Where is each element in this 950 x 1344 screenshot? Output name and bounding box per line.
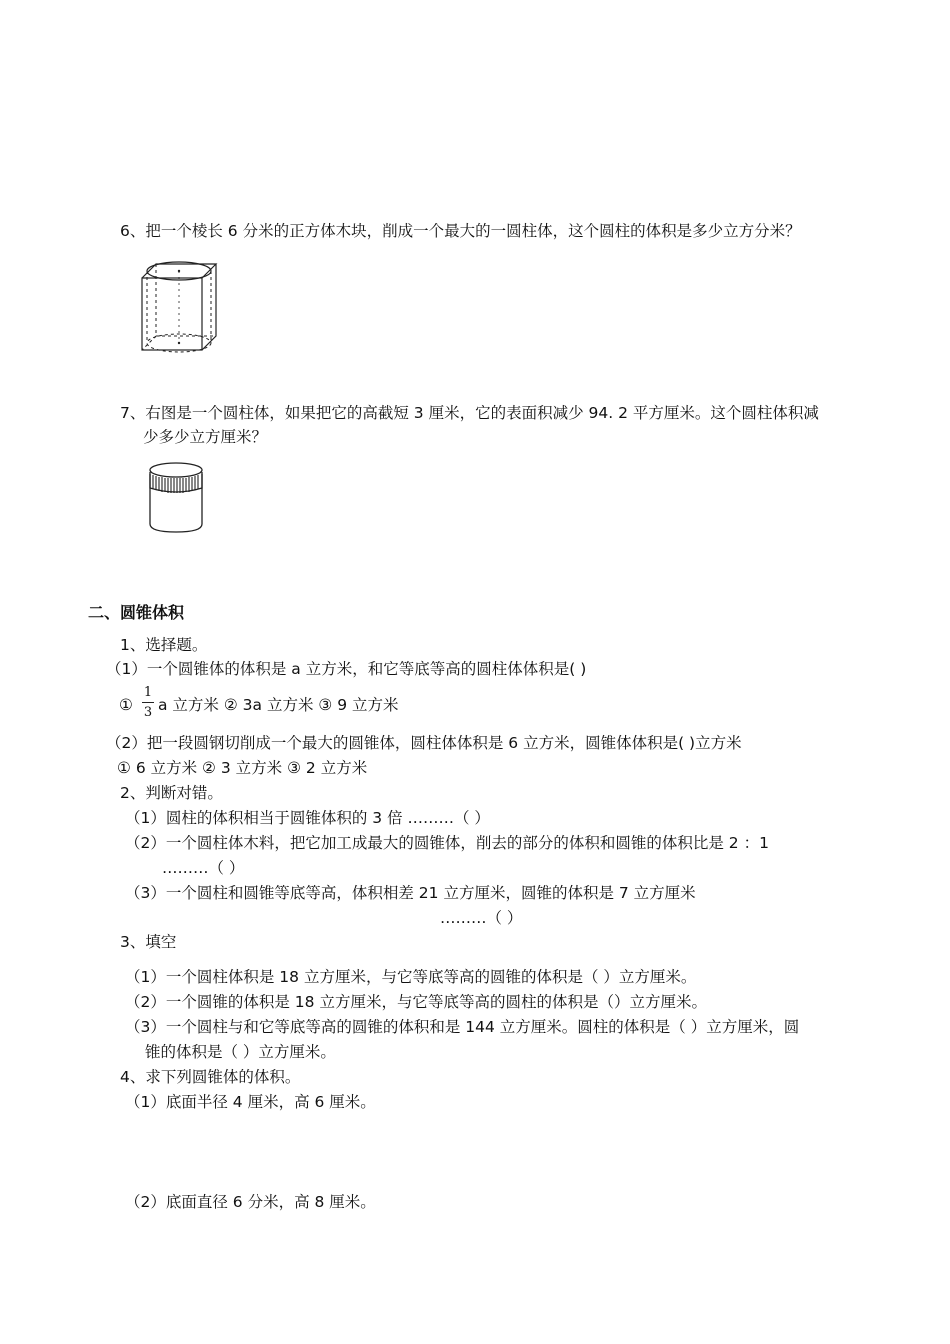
volume-title: 4、求下列圆锥体的体积。 xyxy=(120,1068,301,1086)
fill-q3-line-1: （3）一个圆柱与和它等底等高的圆锥的体积和是 144 立方厘米。圆柱的体积是（ ）立方厘米，圆 xyxy=(125,1018,800,1036)
fill-q2: （2）一个圆锥的体积是 18 立方厘米，与它等底等高的圆柱的体积是（）立方厘米。 xyxy=(125,993,707,1011)
judge-q2-line-1: （2）一个圆柱体木料，把它加工成最大的圆锥体，削去的部分的体积和圆锥的体积比是 2 ：1 xyxy=(125,834,769,852)
cylinder-figure xyxy=(142,458,212,538)
fraction-numerator: 1 xyxy=(143,685,153,700)
fraction-bar xyxy=(142,702,154,703)
fraction-denominator: 3 xyxy=(143,705,153,720)
judge-q3-line-2: ………（ ） xyxy=(440,909,523,927)
question-7-line-1: 7、右图是一个圆柱体，如果把它的高截短 3 厘米，它的表面积减少 94. 2 平方厘米。这个圆柱体积减 xyxy=(120,404,819,422)
choice-q1-options: a 立方米 ② 3a 立方米 ③ 9 立方米 xyxy=(158,696,399,714)
cube-cylinder-figure xyxy=(132,258,232,358)
choice-q2-options: ① 6 立方米 ② 3 立方米 ③ 2 立方米 xyxy=(117,759,368,777)
fill-title: 3、填空 xyxy=(120,933,177,951)
question-7-line-2: 少多少立方厘米？ xyxy=(143,428,268,446)
question-6: 6、把一个棱长 6 分米的正方体木块，削成一个最大的一圆柱体，这个圆柱的体积是多少立方分米？ xyxy=(120,222,801,240)
choice-q1: （1）一个圆锥体的体积是 a 立方米，和它等底等高的圆柱体体积是( ) xyxy=(106,660,587,678)
volume-q2: （2）底面直径 6 分米，高 8 厘米。 xyxy=(125,1193,376,1211)
fill-q3-line-2: 锥的体积是（ ）立方厘米。 xyxy=(145,1043,336,1061)
choice-q1-option-1-marker: ① xyxy=(119,696,133,714)
volume-q1: （1）底面半径 4 厘米，高 6 厘米。 xyxy=(125,1093,376,1111)
judge-q2-line-2: ………（ ） xyxy=(162,859,245,877)
section-heading: 二、圆锥体积 xyxy=(88,603,185,622)
choice-title: 1、选择题。 xyxy=(120,636,208,654)
judge-q3-line-1: （3）一个圆柱和圆锥等底等高，体积相差 21 立方厘米，圆锥的体积是 7 立方厘米 xyxy=(125,884,696,902)
judge-title: 2、判断对错。 xyxy=(120,784,223,802)
fill-q1: （1）一个圆柱体积是 18 立方厘米，与它等底等高的圆锥的体积是（ ）立方厘米。 xyxy=(125,968,697,986)
choice-q2: （2）把一段圆钢切削成一个最大的圆锥体，圆柱体体积是 6 立方米，圆锥体体积是( )立方米 xyxy=(106,734,742,752)
judge-q1: （1）圆柱的体积相当于圆锥体积的 3 倍 ………（ ） xyxy=(125,809,490,827)
